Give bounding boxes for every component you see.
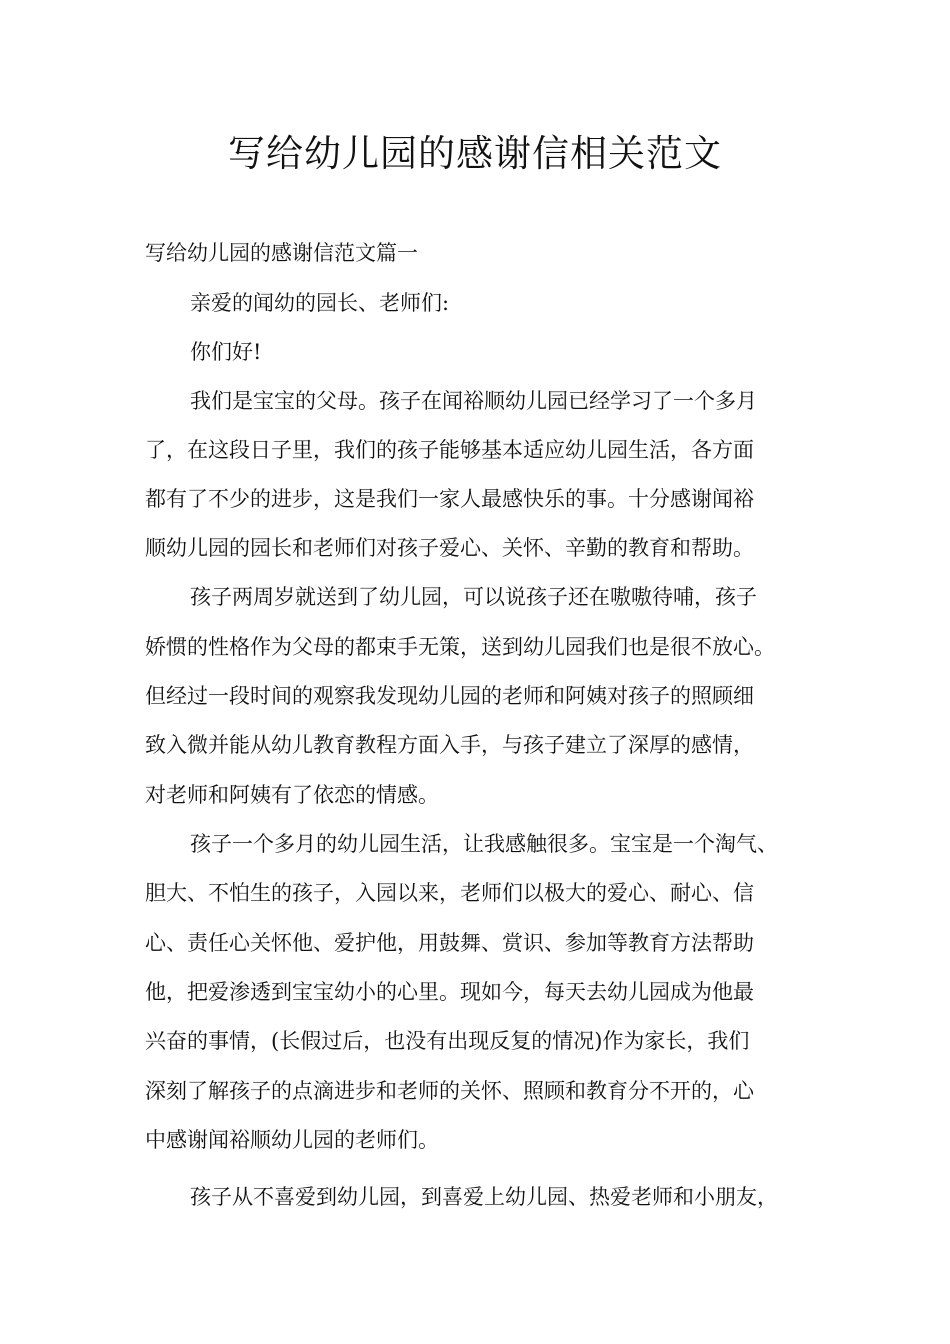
paragraph-line: 但经过一段时间的观察我发现幼儿园的老师和阿姨对孩子的照顾细 bbox=[145, 684, 754, 708]
salutation: 亲爱的闻幼的园长、老师们: bbox=[190, 291, 450, 315]
document-title: 写给幼儿园的感谢信相关范文 bbox=[228, 132, 722, 175]
paragraph-line: 兴奋的事情，(长假过后，也没有出现反复的情况)作为家长，我们 bbox=[145, 1029, 750, 1053]
paragraph-line: 心、责任心关怀他、爱护他，用鼓舞、赏识、参加等教育方法帮助 bbox=[145, 931, 754, 955]
paragraph-line: 他，把爱渗透到宝宝幼小的心里。现如今，每天去幼儿园成为他最 bbox=[145, 980, 754, 1004]
paragraph-line: 致入微并能从幼儿教育教程方面入手，与孩子建立了深厚的感情， bbox=[145, 733, 754, 757]
paragraph-line: 娇惯的性格作为父母的都束手无策，送到幼儿园我们也是很不放心。 bbox=[145, 635, 775, 659]
paragraph-line: 顺幼儿园的园长和老师们对孩子爱心、关怀、辛勤的教育和帮助。 bbox=[145, 536, 754, 560]
paragraph-line: 中感谢闻裕顺幼儿园的老师们。 bbox=[145, 1128, 439, 1152]
paragraph-line: 对老师和阿姨有了依恋的情感。 bbox=[145, 783, 439, 807]
paragraph-line: 胆大、不怕生的孩子，入园以来，老师们以极大的爱心、耐心、信 bbox=[145, 881, 754, 905]
paragraph-line: 孩子从不喜爱到幼儿园，到喜爱上幼儿园、热爱老师和小朋友， bbox=[190, 1185, 778, 1209]
paragraph-line: 我们是宝宝的父母。孩子在闻裕顺幼儿园已经学习了一个多月 bbox=[190, 389, 757, 413]
greeting: 你们好! bbox=[190, 340, 262, 364]
section-heading: 写给幼儿园的感谢信范文篇一 bbox=[145, 241, 418, 265]
paragraph-line: 孩子两周岁就送到了幼儿园，可以说孩子还在嗷嗷待哺，孩子 bbox=[190, 585, 757, 609]
paragraph-line: 了，在这段日子里，我们的孩子能够基本适应幼儿园生活，各方面 bbox=[145, 438, 754, 462]
paragraph-line: 都有了不少的进步，这是我们一家人最感快乐的事。十分感谢闻裕 bbox=[145, 487, 754, 511]
paragraph-line: 孩子一个多月的幼儿园生活，让我感触很多。宝宝是一个淘气、 bbox=[190, 832, 778, 856]
paragraph-line: 深刻了解孩子的点滴进步和老师的关怀、照顾和教育分不开的，心 bbox=[145, 1079, 754, 1103]
